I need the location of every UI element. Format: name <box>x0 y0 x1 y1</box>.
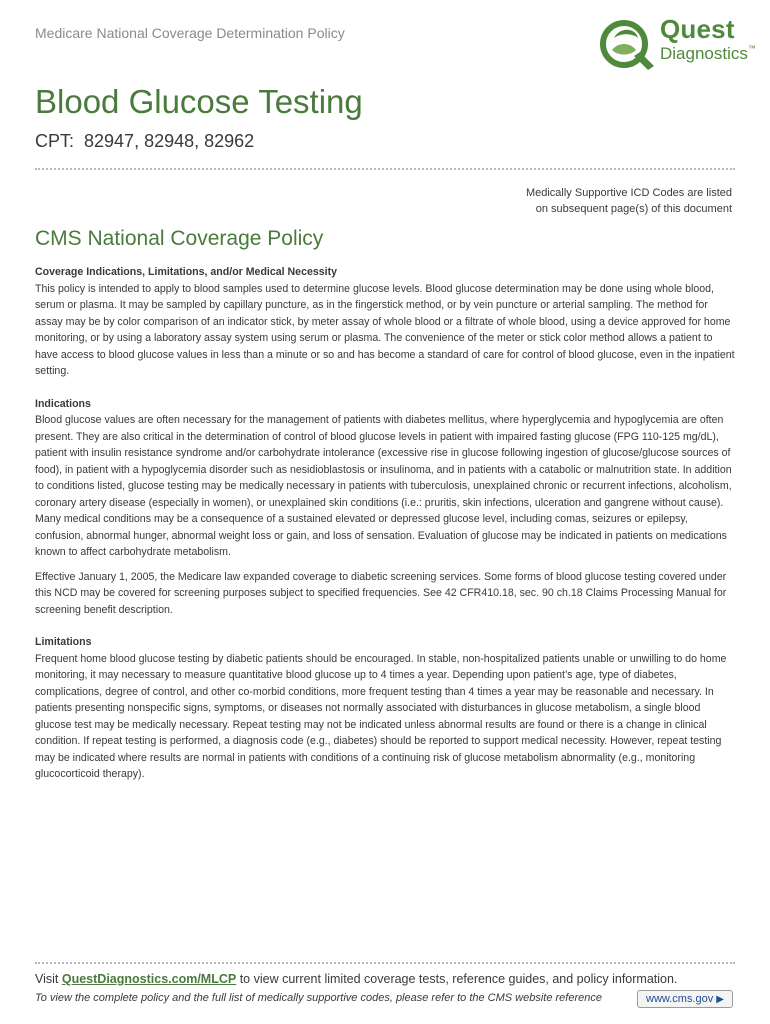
indications-heading: Indications <box>35 397 91 410</box>
cpt-codes-line <box>35 131 254 152</box>
footer-visit-suffix: to view current limited coverage tests, reference guides, and policy information. <box>236 972 678 986</box>
limitations-heading: Limitations <box>35 636 92 648</box>
document-title: Blood Glucose Testing <box>35 83 363 120</box>
quest-logo-icon <box>600 16 656 72</box>
limitations-paragraph: Frequent home blood glucose testing by diabetic patients should be encouraged. In stable, non-hospitalized patients unable or unwilling to do home monitoring, it may necessary to measure quantitative blood glucose up to 4 times a year. Depending upon patient’s age, type of diabetes, complications, degree of control, and other co-morbid conditions, more frequent testing than 4 times a year may be reasonable and necessary. In patients presenting nonspecific signs, symptoms, or diseases not normally associated with disturbances in glucose metabolism, a single blood glucose test may be medically necessary. Repeat testing may not be indicated unless abnormal results are found or there is a change in clinical condition. If repeat testing is performed, a diagnosis code (e.g., diabetes) should be reported to support medical necessity. However, repeat testing may be indicated where results are normal in patients with conditions of a continuing risk of glucose metabolism abnormality (e.g., monitoring glucocorticoid therapy). <box>35 652 727 780</box>
policy-body <box>35 264 735 783</box>
logo-subname: Diagnostics™ <box>660 44 756 63</box>
cpt-codes: 82947, 82948, 82962 <box>84 131 255 151</box>
coverage-paragraph: This policy is intended to apply to blood samples used to determine glucose levels. Blood glucose determination may be done using whole blood, serum or plasma. It may be sampled by capillary puncture, as in the fingerstick method, or by vein puncture or arterial sampling. The method for assay may be by color comparison of an indicator stick, by meter assay of whole blood or a filtrate of whole blood, using a device approved for home monitoring, or by using a laboratory assay system using serum or plasma. The convenience of the meter or stick color method allows a patient to have access to blood glucose values in less than a minute or so and has become a standard of care for control of blood glucose, even in the inpatient setting. <box>35 282 735 377</box>
play-arrow-icon: ▶ <box>716 994 724 1005</box>
coverage-heading: Coverage Indications, Limitations, and/or Medical Necessity <box>35 266 338 278</box>
cms-reference-text: To view the complete policy and the full list of medically supportive codes, please refer to the CMS website reference <box>35 992 602 1004</box>
footer-visit-prefix: Visit <box>35 972 62 986</box>
indications-paragraph-2: Effective January 1, 2005, the Medicare law expanded coverage to diabetic screening services. Some forms of blood glucose testing covered under this NCD may be covered for screening purposes subject to specified frequencies. See 42 CFR410.18, sec. 90 ch.18 Claims Processing Manual for screening benefit description. <box>35 570 727 616</box>
header-divider <box>35 168 735 170</box>
cms-button-label: www.cms.gov <box>646 993 714 1005</box>
cms-website-button[interactable] <box>637 990 733 1008</box>
quest-diagnostics-logo <box>600 16 760 72</box>
icd-note-line-2: on subsequent page(s) of this document <box>535 203 732 215</box>
icd-codes-note <box>432 185 732 217</box>
icd-note-line-1: Medically Supportive ICD Codes are listed <box>525 187 732 199</box>
footer-divider <box>35 962 735 964</box>
logo-name: Quest <box>660 14 735 44</box>
policy-type-header: Medicare National Coverage Determination Policy <box>35 25 345 41</box>
indications-paragraph-1: Blood glucose values are often necessary for the management of patients with diabetes mellitus, where hyperglycemia and hypoglycemia are often present. They are also critical in the determination of control of blood glucose levels in patient with impaired fasting glucose (FPG 110-125 mg/dL), patient with insulin resistance syndrome and/or carbohydrate intolerance (excessive rise in glucose following ingestion of glucose/glucose sources of food), in patient with a hypoglycemia disorder such as nesidioblastosis or insulinoma, and in patients with a catabolic or malnutrition state. In addition to conditions listed, glucose testing may be medically necessary in patients with tuberculosis, unexplained chronic or recurrent infections, alcoholism, coronary artery disease (especially in women), or unexplained skin conditions (i.e.: pruritis, skin infections, ulceration and gangrene without cause). Many medical conditions may be a consequence of a sustained elevated or depressed glucose level, including comas, seizures or epilepsy, confusion, abnormal hunger, abnormal weight loss or gain, and loss of sensation. Evaluation of glucose may be indicated in patients on medications known to affect carbohydrate metabolism. <box>35 414 732 558</box>
section-title-cms-policy: CMS National Coverage Policy <box>35 227 324 250</box>
quest-mlcp-link[interactable]: QuestDiagnostics.com/MLCP <box>61 972 237 986</box>
logo-trademark: ™ <box>747 44 756 53</box>
footer-visit-line <box>35 972 677 986</box>
cpt-label: CPT: <box>35 131 75 151</box>
